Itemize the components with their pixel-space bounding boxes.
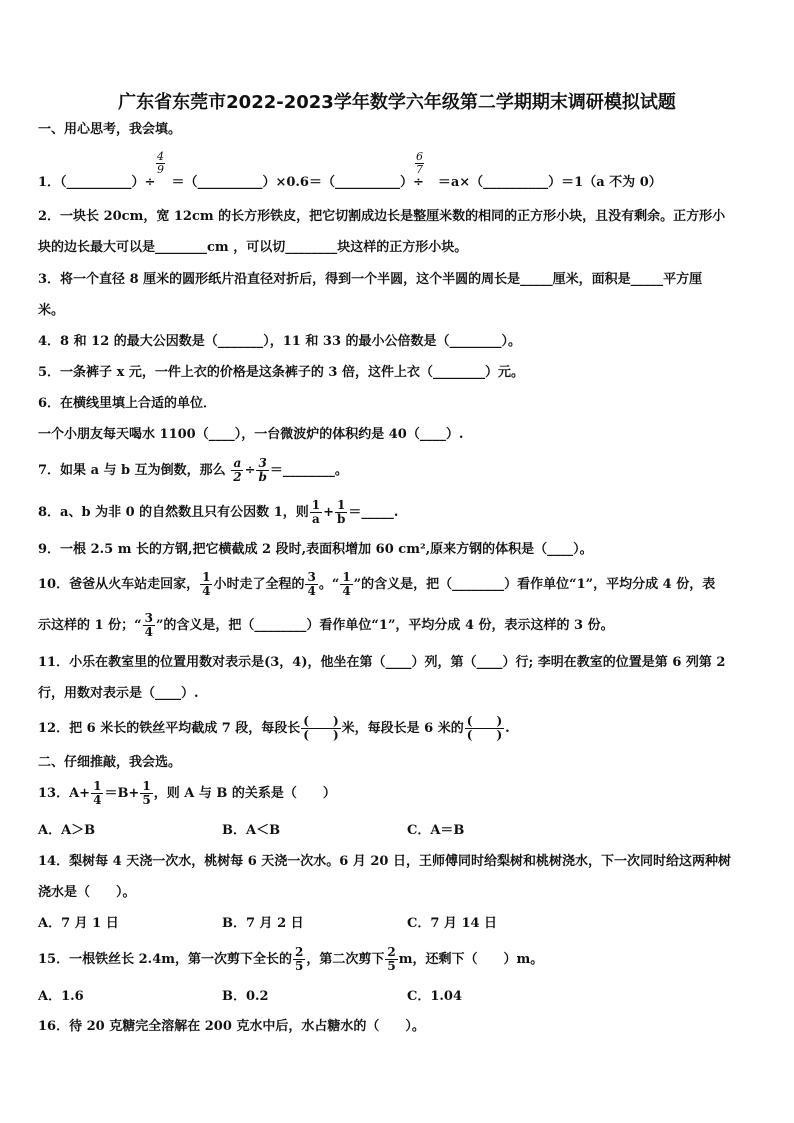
section-2-heading: 二、仔细推敲，我会选。: [38, 755, 182, 770]
question-6-line-2: 一个小朋友每天喝水 1100（____），一台微波炉的体积约是 40（____）.: [38, 427, 464, 442]
q7-fraction-a-2: $\frac{a}{2}$: [233, 456, 242, 484]
question-2-line-2: 块的边长最大可以是________cm ，可以切________块这样的正方形小块。: [38, 240, 468, 255]
question-3-line-1: 3．将一个直径 8 厘米的圆形纸片沿直径对折后，得到一个半圆，这个半圆的周长是_____厘米，面积是_____平方厘: [38, 272, 703, 287]
q14-option-b: B．7 月 2 日: [222, 916, 304, 931]
question-7: 7．如果 a 与 b 互为倒数，那么 $\frac{a}{2}$ ÷ $\frac{3}{b}$ ＝________。: [38, 456, 348, 484]
question-15: 15．一根铁丝长 2.4m，第一次剪下全长的 $\frac{2}{5}$ ，第二次剪下 $\frac{2}{5}$ m，还剩下（ ）m。: [38, 945, 544, 973]
question-8: 8．a、b 为非 0 的自然数且只有公因数 1，则 $\frac{1}{a}$ + $\frac{1}{b}$ ＝_____.: [38, 498, 399, 526]
q1-fraction-4-9: 4 9: [157, 150, 164, 176]
q13-option-b: B．A＜B: [222, 823, 281, 838]
q1-part-b: ＝（__________）×0.6＝（__________）÷: [171, 175, 424, 190]
q1-part-a: 1．（__________）÷: [38, 175, 156, 190]
q14-option-a: A．7 月 1 日: [38, 916, 119, 931]
q8-answer: ＝_____.: [348, 505, 399, 520]
q12-blank-fraction-1: ( ) ( ): [303, 714, 339, 742]
q15-option-c: C．1.04: [407, 989, 463, 1004]
page-title: 广东省东莞市2022-2023学年数学六年级第二学期期末调研模拟试题: [118, 92, 676, 113]
q10-fraction-3-4: $\frac{3}{4}$: [307, 570, 316, 598]
q15-fraction-2-5-b: $\frac{2}{5}$: [387, 945, 396, 973]
question-12: 12．把 6 米长的铁丝平均截成 7 段，每段长 ( ) ( ) 米，每段长是 6 米的 ( ) ( ) .: [38, 714, 510, 742]
q12-blank-fraction-2: ( ) ( ): [466, 714, 503, 742]
section-1-heading: 一、用心思考，我会填。: [38, 122, 182, 137]
q8-fraction-1-b: $\frac{1}{b}$: [337, 498, 346, 526]
q14-option-c: C．7 月 14 日: [407, 916, 498, 931]
q10-fraction-1-4-quoted: $\frac{1}{4}$: [342, 570, 351, 598]
question-1: [38, 175, 662, 191]
q7-fraction-3-b: $\frac{3}{b}$: [258, 456, 267, 484]
q8-text: 8．a、b 为非 0 的自然数且只有公因数 1，则: [38, 505, 309, 520]
q7-answer: ＝________。: [269, 463, 348, 478]
question-14-line-2: 浇水是（ ）。: [38, 885, 136, 900]
question-11-line-2: 行，用数对表示是（____）.: [38, 686, 199, 701]
question-6-line-1: 6．在横线里填上合适的单位．: [38, 396, 217, 411]
question-11-line-1: 11．小乐在教室里的位置用数对表示是(3，4)，他坐在第（____）列，第（____）行; 李明在教室的位置是第 6 列第 2: [38, 655, 726, 670]
q1-part-c: ＝a×（__________）＝1（a 不为 0）: [437, 175, 662, 190]
q13-fraction-1-4: $\frac{1}{4}$: [93, 779, 102, 807]
q7-text: 7．如果 a 与 b 互为倒数，那么: [38, 463, 226, 478]
question-10-line-1: 10．爸爸从火车站走回家， $\frac{1}{4}$ 小时走了全程的 $\frac{3}{4}$ 。“ $\frac{1}{4}$ ”的含义是，把（________）看作单位“1”，平均分成 4 份，表: [38, 570, 716, 598]
q15-option-b: B．0.2: [222, 989, 269, 1004]
question-13: 13．A+ $\frac{1}{4}$ ＝B+ $\frac{1}{5}$ ，则 A 与 B 的关系是（ ）: [38, 779, 336, 807]
question-5: 5．一条裤子 x 元，一件上衣的价格是这条裤子的 3 倍，这件上衣（________）元。: [38, 365, 524, 380]
question-4: 4．8 和 12 的最大公因数是（_______），11 和 33 的最小公倍数是（________）。: [38, 334, 522, 349]
q15-fraction-2-5-a: $\frac{2}{5}$: [295, 945, 304, 973]
question-9: 9．一根 2.5 m 长的方钢,把它横截成 2 段时,表面积增加 60 cm²,原来方钢的体积是（____）。: [38, 542, 593, 557]
q13-fraction-1-5: $\frac{1}{5}$: [142, 779, 151, 807]
q1-fraction-6-7: 6 7: [416, 150, 423, 176]
question-10-line-2: 示这样的 1 份；“ $\frac{3}{4}$ ”的含义是，把（________）看作单位“1”，平均分成 4 份，表示这样的 3 份。: [38, 611, 614, 639]
q10-fraction-1-4: $\frac{1}{4}$: [202, 570, 211, 598]
q15-option-a: A．1.6: [38, 989, 84, 1004]
q8-fraction-1-a: $\frac{1}{a}$: [311, 498, 321, 526]
q13-option-a: A．A＞B: [38, 823, 96, 838]
q13-option-c: C．A＝B: [407, 823, 465, 838]
q10-fraction-3-4-quoted: $\frac{3}{4}$: [144, 611, 153, 639]
question-14-line-1: 14．梨树每 4 天浇一次水，桃树每 6 天浇一次水。6 月 20 日，王师傅同时给梨树和桃树浇水，下一次同时给这两种树: [38, 854, 731, 869]
question-2-line-1: 2．一块长 20cm，宽 12cm 的长方形铁皮，把它切割成边长是整厘米数的相同的正方形小块，且没有剩余。正方形小: [38, 209, 726, 224]
question-3-line-2: 米。: [38, 303, 65, 318]
question-16: 16．待 20 克糖完全溶解在 200 克水中后，水占糖水的（ ）。: [38, 1019, 425, 1034]
